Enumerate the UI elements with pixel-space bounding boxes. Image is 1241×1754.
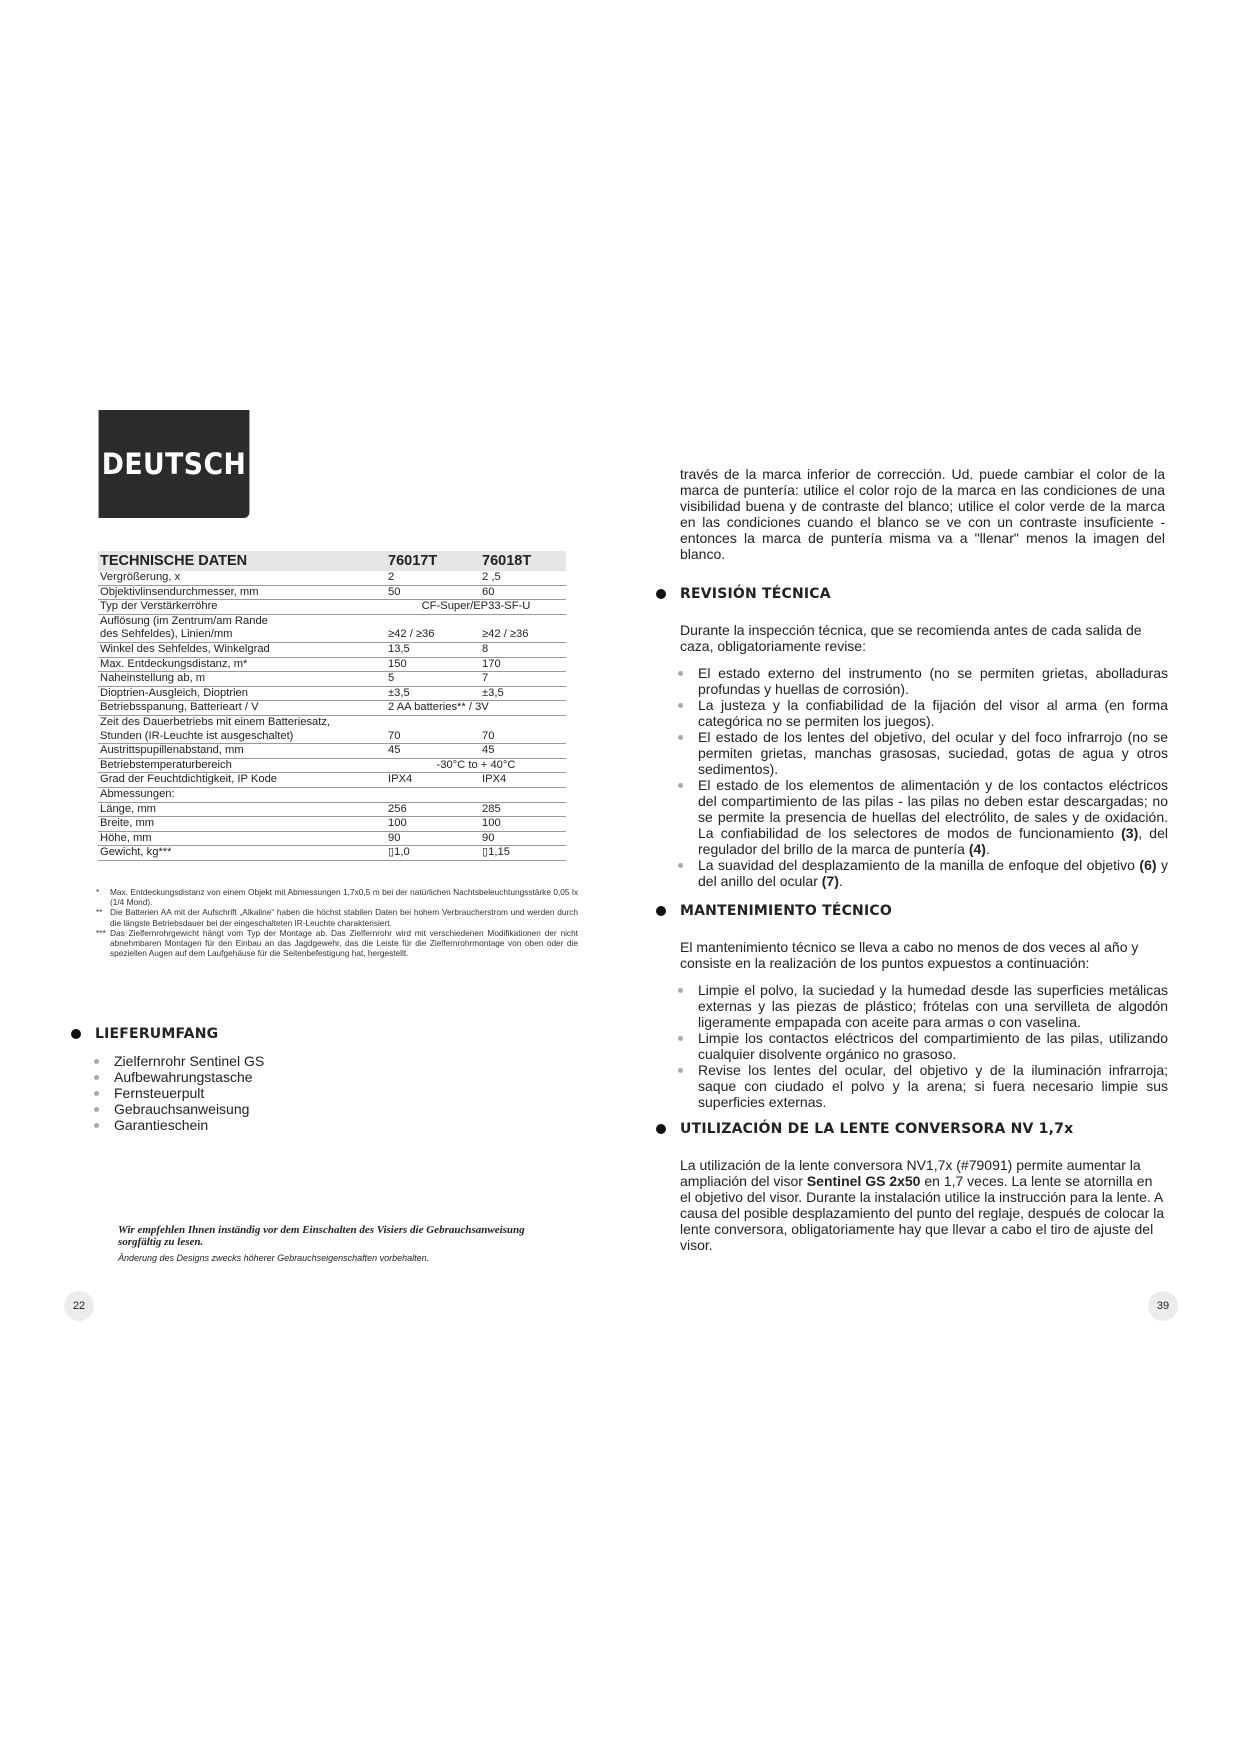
spec-value-a: ▯1,0 (386, 846, 480, 861)
bullet-icon (94, 1091, 99, 1096)
footnote-text: Das Zielfernrohrgewicht hängt vom Typ der Montage ab. Das Zielfernrohr wird mit verschiedenen Modifikationen der nicht abnehmbaren Montagen für den Einbau an das Jagdgewehr, das die Leiste für die Zielfernrohrmontage von oben oder die speziellen Augen auf dem Laufgehäuse für die Seitenbefestigung hat, hergestellt. (110, 927, 578, 959)
spec-value-a (386, 787, 480, 802)
spec-value-b: 170 (480, 657, 566, 672)
list-item-segment: El estado de los elementos de alimentación y de los contactos eléctricos del compartimiento de las pilas - las pilas no deben estar descargadas; no se permite la presencia de huellas del electrólito, de sales y de oxidación. La confiabilidad de los selectores de modos de funcionamiento (698, 777, 1168, 841)
bullet-icon (94, 1059, 99, 1064)
spec-row (98, 614, 566, 628)
mantenimiento-list (676, 982, 1168, 1110)
recommendation-note: Wir empfehlen Ihnen inständig vor dem Einschalten des Visiers die Gebrauchsanweisung sorgfältig zu lesen. (118, 1224, 525, 1248)
spec-label: Betriebsspanung, Batterieart / V (98, 701, 386, 716)
spec-value-b: IPX4 (480, 773, 566, 788)
spec-row (98, 817, 566, 832)
bullet-dot-icon (656, 589, 666, 599)
spec-row (98, 846, 566, 861)
spec-row (98, 831, 566, 846)
list-item (676, 1062, 1168, 1110)
bullet-icon (94, 1123, 99, 1128)
footnote-text: Die Batterien AA mit der Aufschrift „Alkaline“ haben die höchst stabilen Daten bei hohem Verbraucherstrom und werden durch die längste Betriebsdauer bei der eingeschalteten IR-Leuchte charakterisiert. (110, 907, 578, 928)
spec-row (98, 672, 566, 687)
list-item-segment: . (985, 841, 990, 857)
footnote-text: Max. Entdeckungsdistanz von einem Objekt mit Abmessungen 1,7x0,5 m bei der natürlichen Nachtsbeleuchtungsstärke 0,05 lx (1/4 Mond). (110, 887, 578, 908)
spec-value-both: 2 AA batteries** / 3V (386, 701, 566, 716)
list-item-text: Garantieschein (114, 1117, 209, 1133)
list-item (676, 982, 1168, 1030)
list-item (92, 1053, 264, 1069)
revision-heading (656, 586, 831, 602)
spec-row (98, 773, 566, 788)
utilizacion-heading-text: UTILIZACIÓN DE LA LENTE CONVERSORA NV 1,7x (680, 1121, 1074, 1137)
list-item-segment: y del anillo del ocular (698, 857, 1168, 889)
list-item-text: Limpie el polvo, la suciedad y la humedad desde las superficies metálicas externas y las piezas de plástico; frótelas con una servilleta de algodón ligeramente empapada con aceite para armas o con vaselina. (698, 982, 1168, 1030)
intro-paragraph: través de la marca inferior de corrección. Ud. puede cambiar el color de la marca de puntería: utilice el color rojo de la marca en las condiciones de una visibilidad buena y de contraste del blanco; utilice el color verde de la marca en las condiciones cuando el blanco se ve con un contraste insuficiente - entonces la marca de puntería misma va a "llenar" menos la imagen del blanco. (680, 466, 1165, 562)
spec-value-a: 5 (386, 672, 480, 687)
spec-value-a: 90 (386, 831, 480, 846)
list-item-segment: La suavidad del desplazamiento de la manilla de enfoque del objetivo (698, 857, 1140, 873)
spec-value-a: 100 (386, 817, 480, 832)
reference-number: (6) (1139, 857, 1157, 873)
spec-value-a: ≥42 / ≥36 (386, 628, 480, 642)
list-item (676, 777, 1168, 857)
spec-row (98, 585, 566, 600)
spec-label: Objektivlinsendurchmesser, mm (98, 585, 386, 600)
revision-heading-text: REVISIÓN TÉCNICA (680, 586, 831, 602)
spec-value-a: 2 (386, 571, 480, 585)
spec-row (98, 701, 566, 716)
design-change-note: Änderung des Designs zwecks höherer Gebrauchseigenschaften vorbehalten. (118, 1253, 430, 1263)
mantenimiento-heading-text: MANTENIMIENTO TÉCNICO (680, 903, 892, 919)
reference-number: (7) (821, 873, 839, 889)
utilizacion-product-name: Sentinel GS 2x50 (806, 1173, 921, 1189)
revision-list (676, 665, 1168, 889)
lieferumfang-list (92, 1053, 264, 1133)
spec-value-a: 50 (386, 585, 480, 600)
spec-value-b: ▯1,15 (480, 846, 566, 861)
list-item-text: Limpie los contactos eléctricos del compartimiento de las pilas, utilizando cualquier disolvente orgánico no grasoso. (698, 1030, 1168, 1062)
spec-value-a: 13,5 (386, 642, 480, 657)
spec-value-b: 2 ,5 (480, 571, 566, 585)
spec-value-a: 256 (386, 802, 480, 817)
spec-label: Grad der Feuchtdichtigkeit, IP Kode (98, 773, 386, 788)
spec-label: Abmessungen: (98, 787, 386, 802)
spec-label: Breite, mm (98, 817, 386, 832)
spec-value-b (480, 614, 566, 628)
spec-value-b: 100 (480, 817, 566, 832)
spec-row (98, 787, 566, 802)
footnote (98, 928, 578, 959)
list-item (676, 1030, 1168, 1062)
spec-table (98, 551, 566, 861)
spec-model-a: 76017T (386, 551, 480, 571)
spec-table-title: TECHNISCHE DATEN (98, 551, 386, 571)
spec-row (98, 600, 566, 615)
bullet-icon (94, 1107, 99, 1112)
spec-value-b: 45 (480, 744, 566, 759)
utilizacion-text-end: en 1,7 veces. La lente se atornilla en el objetivo del visor. Durante la instalación utilice la instrucción para la lente. A causa del posible desplazamiento del punto del reglaje, después de colocar la lente conversora, obligatoriamente hay que llevar a cabo el tiro de ajuste del visor. (680, 1173, 1165, 1253)
list-item-text (698, 697, 1168, 729)
footnote (98, 907, 578, 927)
list-item (92, 1117, 264, 1133)
spec-value-a: 70 (386, 730, 480, 744)
list-item-text (698, 665, 1168, 697)
spec-row (98, 642, 566, 657)
list-item-text: Aufbewahrungstasche (114, 1069, 253, 1085)
bullet-icon (678, 735, 683, 740)
spec-label: Winkel des Sehfeldes, Winkelgrad (98, 642, 386, 657)
spec-label: des Sehfeldes), Linien/mm (98, 628, 386, 642)
spec-label: Betriebstemperaturbereich (98, 758, 386, 773)
spec-row (98, 628, 566, 642)
bullet-icon (678, 1036, 683, 1041)
bullet-icon (678, 1068, 683, 1073)
spec-row (98, 657, 566, 672)
list-item-text: Fernsteuerpult (114, 1085, 205, 1101)
list-item-segment: . (838, 873, 843, 889)
bullet-dot-icon (656, 1124, 666, 1134)
spec-label: Vergrößerung, x (98, 571, 386, 585)
list-item-text (698, 729, 1168, 777)
spec-row (98, 571, 566, 585)
footnote (98, 887, 578, 907)
spec-label: Typ der Verstärkerröhre (98, 600, 386, 615)
footnotes (98, 887, 578, 958)
spec-row (98, 802, 566, 817)
revision-paragraph: Durante la inspección técnica, que se recomienda antes de cada salida de caza, obligatoriamente revise: (680, 622, 1142, 654)
spec-value-b: 70 (480, 730, 566, 744)
spec-value-a: 45 (386, 744, 480, 759)
spec-table-header (98, 551, 566, 571)
reference-number: (3) (1121, 825, 1139, 841)
spec-value-b: 285 (480, 802, 566, 817)
spec-value-b: 90 (480, 831, 566, 846)
list-item-segment: El estado externo del instrumento (no se permiten grietas, abolladuras profundas y huellas de corrosión). (698, 665, 1168, 697)
spec-label: Austrittspupillenabstand, mm (98, 744, 386, 759)
spec-label: Max. Entdeckungsdistanz, m* (98, 657, 386, 672)
spec-value-b: ±3,5 (480, 686, 566, 701)
spec-value-a (386, 614, 480, 628)
mantenimiento-heading (656, 903, 892, 919)
spec-value-b (480, 715, 566, 729)
spec-label: Stunden (IR-Leuchte ist ausgeschaltet) (98, 730, 386, 744)
spec-value-both: CF-Super/EP33-SF-U (386, 600, 566, 615)
bullet-icon (678, 783, 683, 788)
spec-label: Auflösung (im Zentrum/am Rande (100, 614, 268, 627)
list-item (676, 665, 1168, 697)
footnote-mark: * (96, 887, 100, 897)
list-item-text: Revise los lentes del ocular, del objetivo y de la iluminación infrarroja; saque con ciudado el polvo y la arena; si fuera necesario limpie sus superficies externas. (698, 1062, 1168, 1110)
spec-label: Naheinstellung ab, m (98, 672, 386, 687)
utilizacion-text-start: La utilización de la lente conversora NV1,7x (#79091) permite aumentar la ampliación del visor (680, 1157, 1141, 1189)
reference-number: (4) (968, 841, 986, 857)
spec-row (98, 758, 566, 773)
spec-label: Höhe, mm (98, 831, 386, 846)
spec-row (98, 730, 566, 744)
spec-row (98, 686, 566, 701)
spec-value-b: 7 (480, 672, 566, 687)
list-item-text: Zielfernrohr Sentinel GS (114, 1053, 265, 1069)
spec-table-body (98, 571, 566, 860)
utilizacion-heading (656, 1121, 1073, 1137)
list-item (92, 1085, 264, 1101)
spec-value-b (480, 787, 566, 802)
page-number-left: 22 (64, 1291, 94, 1321)
spec-value-a: IPX4 (386, 773, 480, 788)
footnote-mark: *** (96, 927, 106, 938)
spec-value-a: 150 (386, 657, 480, 672)
language-tab (99, 410, 250, 518)
spec-value-a: ±3,5 (386, 686, 480, 701)
list-item-text (698, 857, 1168, 889)
list-item (676, 857, 1168, 889)
list-item-segment: El estado de los lentes del objetivo, del ocular y del foco infrarrojo (no se permiten grietas, manchas grasosas, suciedad, gotas de agua y otros sedimentos). (698, 729, 1168, 777)
utilizacion-paragraph (680, 1157, 1165, 1253)
spec-label: Dioptrien-Ausgleich, Dioptrien (98, 686, 386, 701)
spec-value-b: 60 (480, 585, 566, 600)
spec-value-b: ≥42 / ≥36 (480, 628, 566, 642)
list-item-segment: La justeza y la confiabilidad de la fijación del visor al arma (en forma categórica no se permiten los juegos). (698, 697, 1168, 729)
bullet-dot-icon (656, 906, 666, 916)
list-item (676, 729, 1168, 777)
list-item (676, 697, 1168, 729)
footnote-mark: ** (96, 907, 103, 918)
bullet-icon (678, 703, 683, 708)
list-item (92, 1069, 264, 1085)
list-item-text: Gebrauchsanweisung (114, 1101, 250, 1117)
list-item (92, 1101, 264, 1117)
spec-label: Länge, mm (98, 802, 386, 817)
mantenimiento-paragraph: El mantenimiento técnico se lleva a cabo no menos de dos veces al año y consiste en la realización de los puntos expuestos a continuación: (680, 939, 1139, 971)
bullet-icon (678, 671, 683, 676)
spec-row (98, 744, 566, 759)
bullet-icon (94, 1075, 99, 1080)
bullet-dot-icon (71, 1029, 81, 1039)
page-number-right: 39 (1148, 1291, 1178, 1321)
spec-value-b: 8 (480, 642, 566, 657)
spec-label: Gewicht, kg*** (98, 846, 386, 861)
spec-value-a (386, 715, 480, 729)
lieferumfang-heading-text: LIEFERUMFANG (95, 1026, 219, 1042)
bullet-icon (678, 863, 683, 868)
spec-value-both: -30°C to + 40°C (386, 758, 566, 773)
bullet-icon (678, 988, 683, 993)
spec-label: Zeit des Dauerbetriebs mit einem Batteriesatz, (100, 715, 331, 728)
list-item-segment: , del regulador del brillo de la marca de puntería (698, 825, 1168, 857)
list-item-text (698, 777, 1168, 857)
lieferumfang-heading (71, 1026, 218, 1042)
language-tab-label: DEUTSCH (101, 447, 247, 481)
spec-model-b: 76018T (480, 551, 566, 571)
spec-row (98, 715, 566, 729)
